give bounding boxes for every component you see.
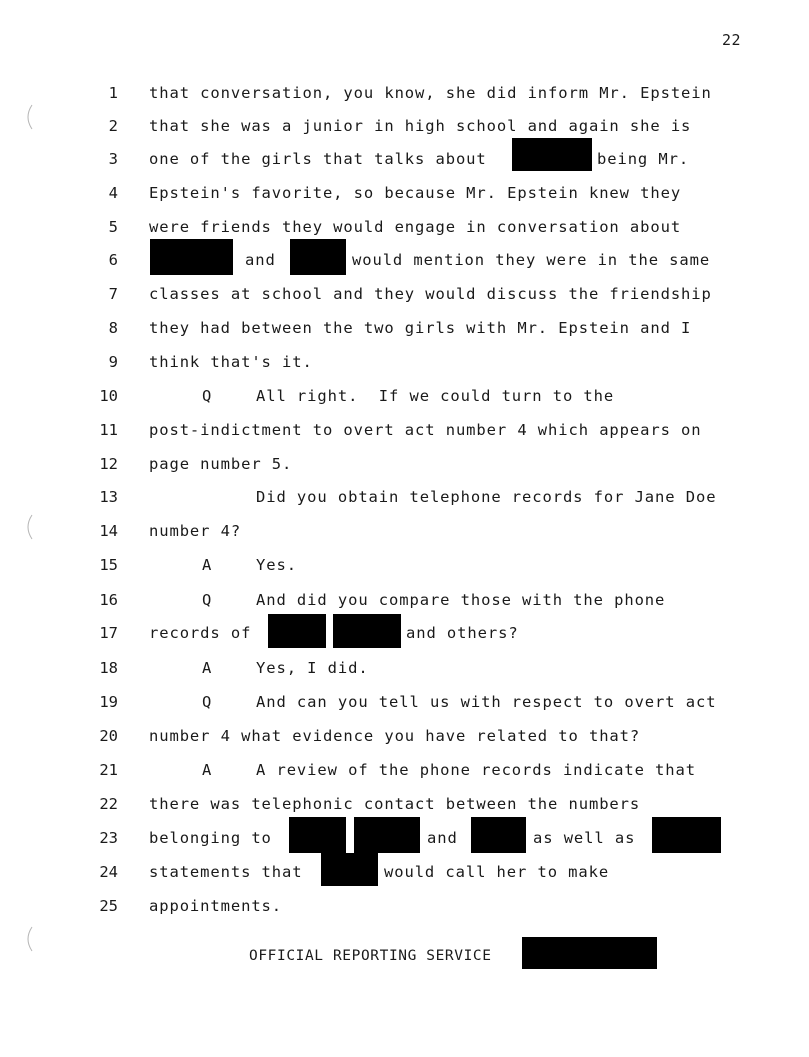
transcript-line bbox=[0, 591, 809, 625]
line-text: A review of the phone records indicate that bbox=[256, 761, 696, 779]
speaker-label: Q bbox=[202, 693, 213, 711]
line-text: think that's it. bbox=[149, 353, 313, 371]
speaker-label: Q bbox=[202, 591, 213, 609]
transcript-line bbox=[0, 84, 809, 118]
line-text: being Mr. bbox=[597, 150, 690, 168]
line-text: one of the girls that talks about bbox=[149, 150, 487, 168]
line-text: and bbox=[427, 829, 458, 847]
transcript-line bbox=[0, 387, 809, 421]
line-text: would call her to make bbox=[384, 863, 610, 881]
transcript-line bbox=[0, 455, 809, 489]
footer-label: OFFICIAL REPORTING SERVICE bbox=[249, 948, 492, 964]
line-text: appointments. bbox=[149, 897, 283, 915]
line-number: 7 bbox=[108, 285, 118, 303]
transcript-line bbox=[0, 150, 809, 184]
line-number: 19 bbox=[99, 693, 118, 711]
line-number: 11 bbox=[99, 421, 118, 439]
speaker-label: A bbox=[202, 659, 213, 677]
line-number: 4 bbox=[108, 184, 118, 202]
transcript-line bbox=[0, 218, 809, 252]
line-text: and others? bbox=[406, 624, 519, 642]
redaction-box bbox=[289, 817, 346, 853]
line-number: 3 bbox=[108, 150, 118, 168]
redaction-box bbox=[652, 817, 721, 853]
line-text: classes at school and they would discuss the friendship bbox=[149, 285, 712, 303]
line-text: Yes. bbox=[256, 556, 297, 574]
line-text: And did you compare those with the phone bbox=[256, 591, 666, 609]
line-number: 5 bbox=[108, 218, 118, 236]
line-text: and bbox=[245, 251, 276, 269]
transcript-line bbox=[0, 421, 809, 455]
line-text: statements that bbox=[149, 863, 303, 881]
line-text: there was telephonic contact between the numbers bbox=[149, 795, 641, 813]
line-number: 6 bbox=[108, 251, 118, 269]
redaction-box bbox=[333, 614, 401, 648]
transcript-line bbox=[0, 556, 809, 590]
redaction-box bbox=[522, 937, 657, 969]
line-text: number 4? bbox=[149, 522, 242, 540]
line-number: 9 bbox=[108, 353, 118, 371]
line-number: 8 bbox=[108, 319, 118, 337]
transcript-line bbox=[0, 693, 809, 727]
transcript-line bbox=[0, 319, 809, 353]
transcript-line bbox=[0, 727, 809, 761]
redaction-box bbox=[354, 817, 420, 853]
speaker-label: A bbox=[202, 761, 213, 779]
transcript-line bbox=[0, 897, 809, 931]
line-number: 23 bbox=[99, 829, 118, 847]
speaker-label: Q bbox=[202, 387, 213, 405]
redaction-box bbox=[321, 853, 378, 886]
line-number: 20 bbox=[99, 727, 118, 745]
line-number: 18 bbox=[99, 659, 118, 677]
line-number: 10 bbox=[99, 387, 118, 405]
transcript-line bbox=[0, 251, 809, 285]
redaction-box bbox=[290, 239, 346, 275]
transcript-line bbox=[0, 522, 809, 556]
redaction-box bbox=[150, 239, 233, 275]
line-number: 14 bbox=[99, 522, 118, 540]
transcript-line bbox=[0, 624, 809, 658]
transcript-line bbox=[0, 353, 809, 387]
line-text: that she was a junior in high school and again she is bbox=[149, 117, 692, 135]
line-text: All right. If we could turn to the bbox=[256, 387, 615, 405]
redaction-box bbox=[471, 817, 526, 853]
transcript-line bbox=[0, 761, 809, 795]
line-text: Did you obtain telephone records for Jane Doe bbox=[256, 488, 717, 506]
line-number: 25 bbox=[99, 897, 118, 915]
line-number: 17 bbox=[99, 624, 118, 642]
transcript-line bbox=[0, 659, 809, 693]
line-text: as well as bbox=[533, 829, 636, 847]
line-text: were friends they would engage in conversation about bbox=[149, 218, 682, 236]
line-text: that conversation, you know, she did inform Mr. Epstein bbox=[149, 84, 712, 102]
line-text: post-indictment to overt act number 4 which appears on bbox=[149, 421, 702, 439]
line-number: 16 bbox=[99, 591, 118, 609]
line-text: they had between the two girls with Mr. Epstein and I bbox=[149, 319, 692, 337]
transcript-line bbox=[0, 184, 809, 218]
page-number: 22 bbox=[722, 31, 742, 49]
line-text: records of bbox=[149, 624, 252, 642]
line-number: 1 bbox=[108, 84, 118, 102]
line-number: 12 bbox=[99, 455, 118, 473]
transcript-line bbox=[0, 285, 809, 319]
line-text: belonging to bbox=[149, 829, 272, 847]
line-number: 24 bbox=[99, 863, 118, 881]
transcript-line bbox=[0, 863, 809, 897]
line-text: Yes, I did. bbox=[256, 659, 369, 677]
redaction-box bbox=[268, 614, 326, 648]
speaker-label: A bbox=[202, 556, 213, 574]
transcript-line bbox=[0, 117, 809, 151]
line-text: number 4 what evidence you have related to that? bbox=[149, 727, 641, 745]
redaction-box bbox=[512, 138, 592, 171]
line-number: 2 bbox=[108, 117, 118, 135]
line-number: 21 bbox=[99, 761, 118, 779]
line-text: would mention they were in the same bbox=[352, 251, 711, 269]
line-text: page number 5. bbox=[149, 455, 293, 473]
transcript-line bbox=[0, 488, 809, 522]
line-text: And can you tell us with respect to overt act bbox=[256, 693, 717, 711]
line-number: 15 bbox=[99, 556, 118, 574]
transcript-line bbox=[0, 829, 809, 863]
line-number: 22 bbox=[99, 795, 118, 813]
line-text: Epstein's favorite, so because Mr. Epstein knew they bbox=[149, 184, 682, 202]
line-number: 13 bbox=[99, 488, 118, 506]
